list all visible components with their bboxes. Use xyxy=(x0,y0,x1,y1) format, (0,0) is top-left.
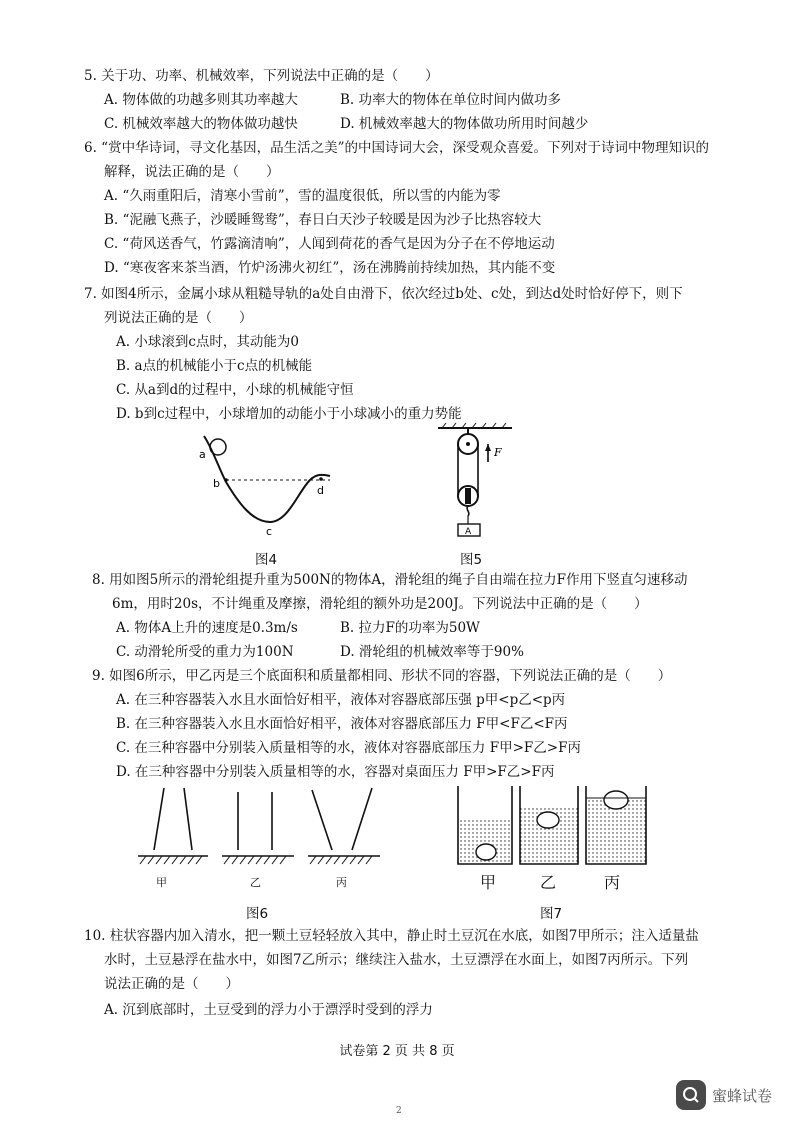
metal-ball xyxy=(210,439,226,455)
q10-stem-line2: 水时，土豆悬浮在盐水中，如图7乙所示；继续注入盐水，土豆漂浮在水面上，如图7丙所示。下列 xyxy=(104,952,689,968)
point-b-dot xyxy=(224,478,228,482)
q9-option-a: A. 在三种容器装入水且水面恰好相平，液体对容器底部压强 p甲<p乙<p丙 xyxy=(116,692,566,708)
figure-5-pulley-diagram xyxy=(432,422,522,542)
q9-option-d: D. 在三种容器中分别装入质量相等的水，容器对桌面压力 F甲>F乙>F丙 xyxy=(116,764,555,780)
figure-6-label-jia: 甲 xyxy=(156,876,167,889)
figure-7-label-jia: 甲 xyxy=(480,873,497,892)
q6-option-c: C. “荷风送香气，竹露滴清响”，人闻到荷花的香气是因为分子在不停地运动 xyxy=(104,236,555,252)
figure-5-caption: 图5 xyxy=(460,552,483,568)
potato-sunk xyxy=(476,844,496,860)
watermark-text: 蜜蜂试卷 xyxy=(711,1086,772,1105)
q5-option-d: D. 机械效率越大的物体做功所用时间越少 xyxy=(340,116,589,132)
figure-4-track-diagram xyxy=(190,430,340,540)
container-jia-right xyxy=(184,788,192,850)
figure-7-potato-beakers xyxy=(452,780,652,870)
q6-option-a: A. “久雨重阳后，清寒小雪前”，雪的温度很低，所以雪的内能为零 xyxy=(104,188,501,204)
potato-floating xyxy=(604,791,628,809)
q9-stem: 9. 如图6所示，甲乙丙是三个底面积和质量都相同、形状不同的容器，下列说法正确的是（ ） xyxy=(92,668,672,684)
q7-option-d: D. b到c过程中，小球增加的动能小于小球减小的重力势能 xyxy=(116,406,462,422)
q8-option-d: D. 滑轮组的机械效率等于90% xyxy=(340,644,524,660)
q6-stem-line1: 6. “赏中华诗词，寻文化基因，品生活之美”的中国诗词大会，深受观众喜爱。下列对于诗词中物理知识的 xyxy=(84,140,709,156)
q8-option-c: C. 动滑轮所受的重力为100N xyxy=(116,644,294,660)
figure-6-label-bing: 丙 xyxy=(336,876,347,889)
container-bing-left xyxy=(312,790,332,850)
figure-6-label-yi: 乙 xyxy=(250,876,261,889)
watermark-logo-icon xyxy=(676,1080,706,1110)
q5-option-c: C. 机械效率越大的物体做功越快 xyxy=(104,116,298,132)
label-a: a xyxy=(199,448,206,461)
figure-6-containers xyxy=(134,784,384,874)
q9-option-c: C. 在三种容器中分别装入质量相等的水，液体对容器底部压力 F甲>F乙>F丙 xyxy=(116,740,581,756)
q7-option-a: A. 小球滚到c点时，其动能为0 xyxy=(116,334,299,350)
force-arrow xyxy=(485,444,491,451)
q5-option-b: B. 功率大的物体在单位时间内做功多 xyxy=(340,92,562,108)
figure-7-caption: 图7 xyxy=(540,906,563,922)
container-bing-right xyxy=(352,788,372,850)
label-F: F xyxy=(494,446,502,459)
figure-4-caption: 图4 xyxy=(255,552,278,568)
label-d: d xyxy=(317,484,324,497)
page-footer: 试卷第 2 页 共 8 页 xyxy=(339,1044,455,1059)
q6-stem-line2: 解释，说法正确的是（ ） xyxy=(104,164,280,180)
q5-stem: 5. 关于功、功率、机械效率，下列说法中正确的是（ ） xyxy=(84,68,439,84)
q10-stem-line3: 说法正确的是（ ） xyxy=(104,976,239,992)
track-curve xyxy=(204,436,330,522)
label-b: b xyxy=(213,477,220,490)
q8-option-a: A. 物体A上升的速度是0.3m/s xyxy=(116,620,298,636)
q10-option-a: A. 沉到底部时，土豆受到的浮力小于漂浮时受到的浮力 xyxy=(104,1002,433,1018)
watermark xyxy=(676,1080,772,1110)
hook xyxy=(467,506,469,516)
container-jia-left xyxy=(154,788,164,850)
page-mark: 2 xyxy=(396,1106,402,1116)
q8-stem-line2: 6m，用时20s，不计绳重及摩擦，滑轮组的额外功是200J。下列说法中正确的是（ ） xyxy=(112,596,648,612)
q9-option-b: B. 在三种容器装入水且水面恰好相平，液体对容器底部压力 F甲<F乙<F丙 xyxy=(116,716,568,732)
q6-option-b: B. “泥融飞燕子，沙暖睡鸳鸯”，春日白天沙子较暖是因为沙子比热容较大 xyxy=(104,212,542,228)
q8-stem-line1: 8. 用如图5所示的滑轮组提升重为500N的物体A，滑轮组的绳子自由端在拉力F作用下竖直匀速移动 xyxy=(92,572,688,588)
potato-suspended xyxy=(537,812,559,828)
q7-option-c: C. 从a到d的过程中，小球的机械能守恒 xyxy=(116,382,354,398)
label-c: c xyxy=(266,525,273,538)
q7-stem-line2: 列说法正确的是（ ） xyxy=(104,310,253,326)
figure-6-caption: 图6 xyxy=(246,906,269,922)
q10-stem-line1: 10. 柱状容器内加入清水，把一颗土豆轻轻放入其中，静止时土豆沉在水底，如图7甲所示；注入适量盐 xyxy=(84,928,699,944)
q7-stem-line1: 7. 如图4所示，金属小球从粗糙导轨的a处自由滑下，依次经过b处、c处，到达d处时恰好停下，则下 xyxy=(84,286,683,302)
figure-7-label-yi: 乙 xyxy=(540,873,557,892)
point-d-dot xyxy=(319,477,323,481)
label-A: A xyxy=(465,527,472,537)
q5-option-a: A. 物体做的功越多则其功率越大 xyxy=(104,92,298,108)
q7-option-b: B. a点的机械能小于c点的机械能 xyxy=(116,358,313,374)
q8-option-b: B. 拉力F的功率为50W xyxy=(340,620,480,636)
q6-option-d: D. “寒夜客来茶当酒，竹炉汤沸火初红”，汤在沸腾前持续加热，其内能不变 xyxy=(104,260,556,276)
figure-7-label-bing: 丙 xyxy=(604,873,621,892)
